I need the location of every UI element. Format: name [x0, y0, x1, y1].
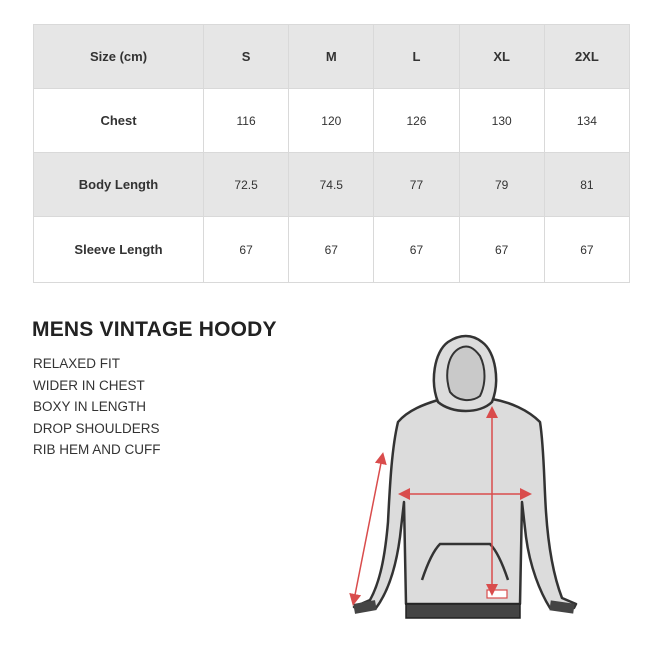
product-title: MENS VINTAGE HOODY: [32, 318, 277, 341]
table-cell: 126: [374, 89, 459, 153]
row-label: Body Length: [34, 153, 204, 217]
feature-item: WIDER IN CHEST: [33, 377, 145, 393]
feature-list: [33, 353, 161, 461]
table-cell: 67: [459, 217, 544, 283]
feature-item: DROP SHOULDERS: [33, 420, 160, 436]
hoodie-body: [354, 399, 576, 608]
size-header-l: L: [374, 25, 459, 89]
row-label: Sleeve Length: [34, 217, 204, 283]
table-cell: 134: [544, 89, 629, 153]
table-row-chest: [34, 89, 630, 153]
table-cell: 72.5: [204, 153, 289, 217]
table-cell: 74.5: [289, 153, 374, 217]
size-header-2xl: 2XL: [544, 25, 629, 89]
hoodie-left-cuff: [353, 600, 376, 614]
hoodie-hood-opening: [447, 346, 484, 400]
hem-label-tag: [487, 590, 507, 598]
table-row-body-length: [34, 153, 630, 217]
table-cell: 67: [374, 217, 459, 283]
feature-item: BOXY IN LENGTH: [33, 399, 147, 414]
table-row-sleeve-length: [34, 217, 630, 283]
table-cell: 77: [374, 153, 459, 217]
table-cell: 79: [459, 153, 544, 217]
feature-item: RELAXED FIT: [33, 356, 121, 371]
size-header-xl: XL: [459, 25, 544, 89]
table-cell: 130: [459, 89, 544, 153]
feature-item: RIB HEM AND CUFF: [33, 442, 161, 457]
table-cell: 81: [544, 153, 629, 217]
hoodie-hem-rib: [406, 604, 520, 618]
hoodie-sketch-icon: [330, 322, 590, 632]
table-cell: 120: [289, 89, 374, 153]
size-chart-table: [33, 24, 630, 283]
table-cell: 67: [544, 217, 629, 283]
size-header-label: Size (cm): [34, 25, 204, 89]
row-label: Chest: [34, 89, 204, 153]
table-cell: 67: [204, 217, 289, 283]
table-cell: 116: [204, 89, 289, 153]
table-cell: 67: [289, 217, 374, 283]
size-header-row: [34, 25, 630, 89]
size-header-m: M: [289, 25, 374, 89]
size-header-s: S: [204, 25, 289, 89]
